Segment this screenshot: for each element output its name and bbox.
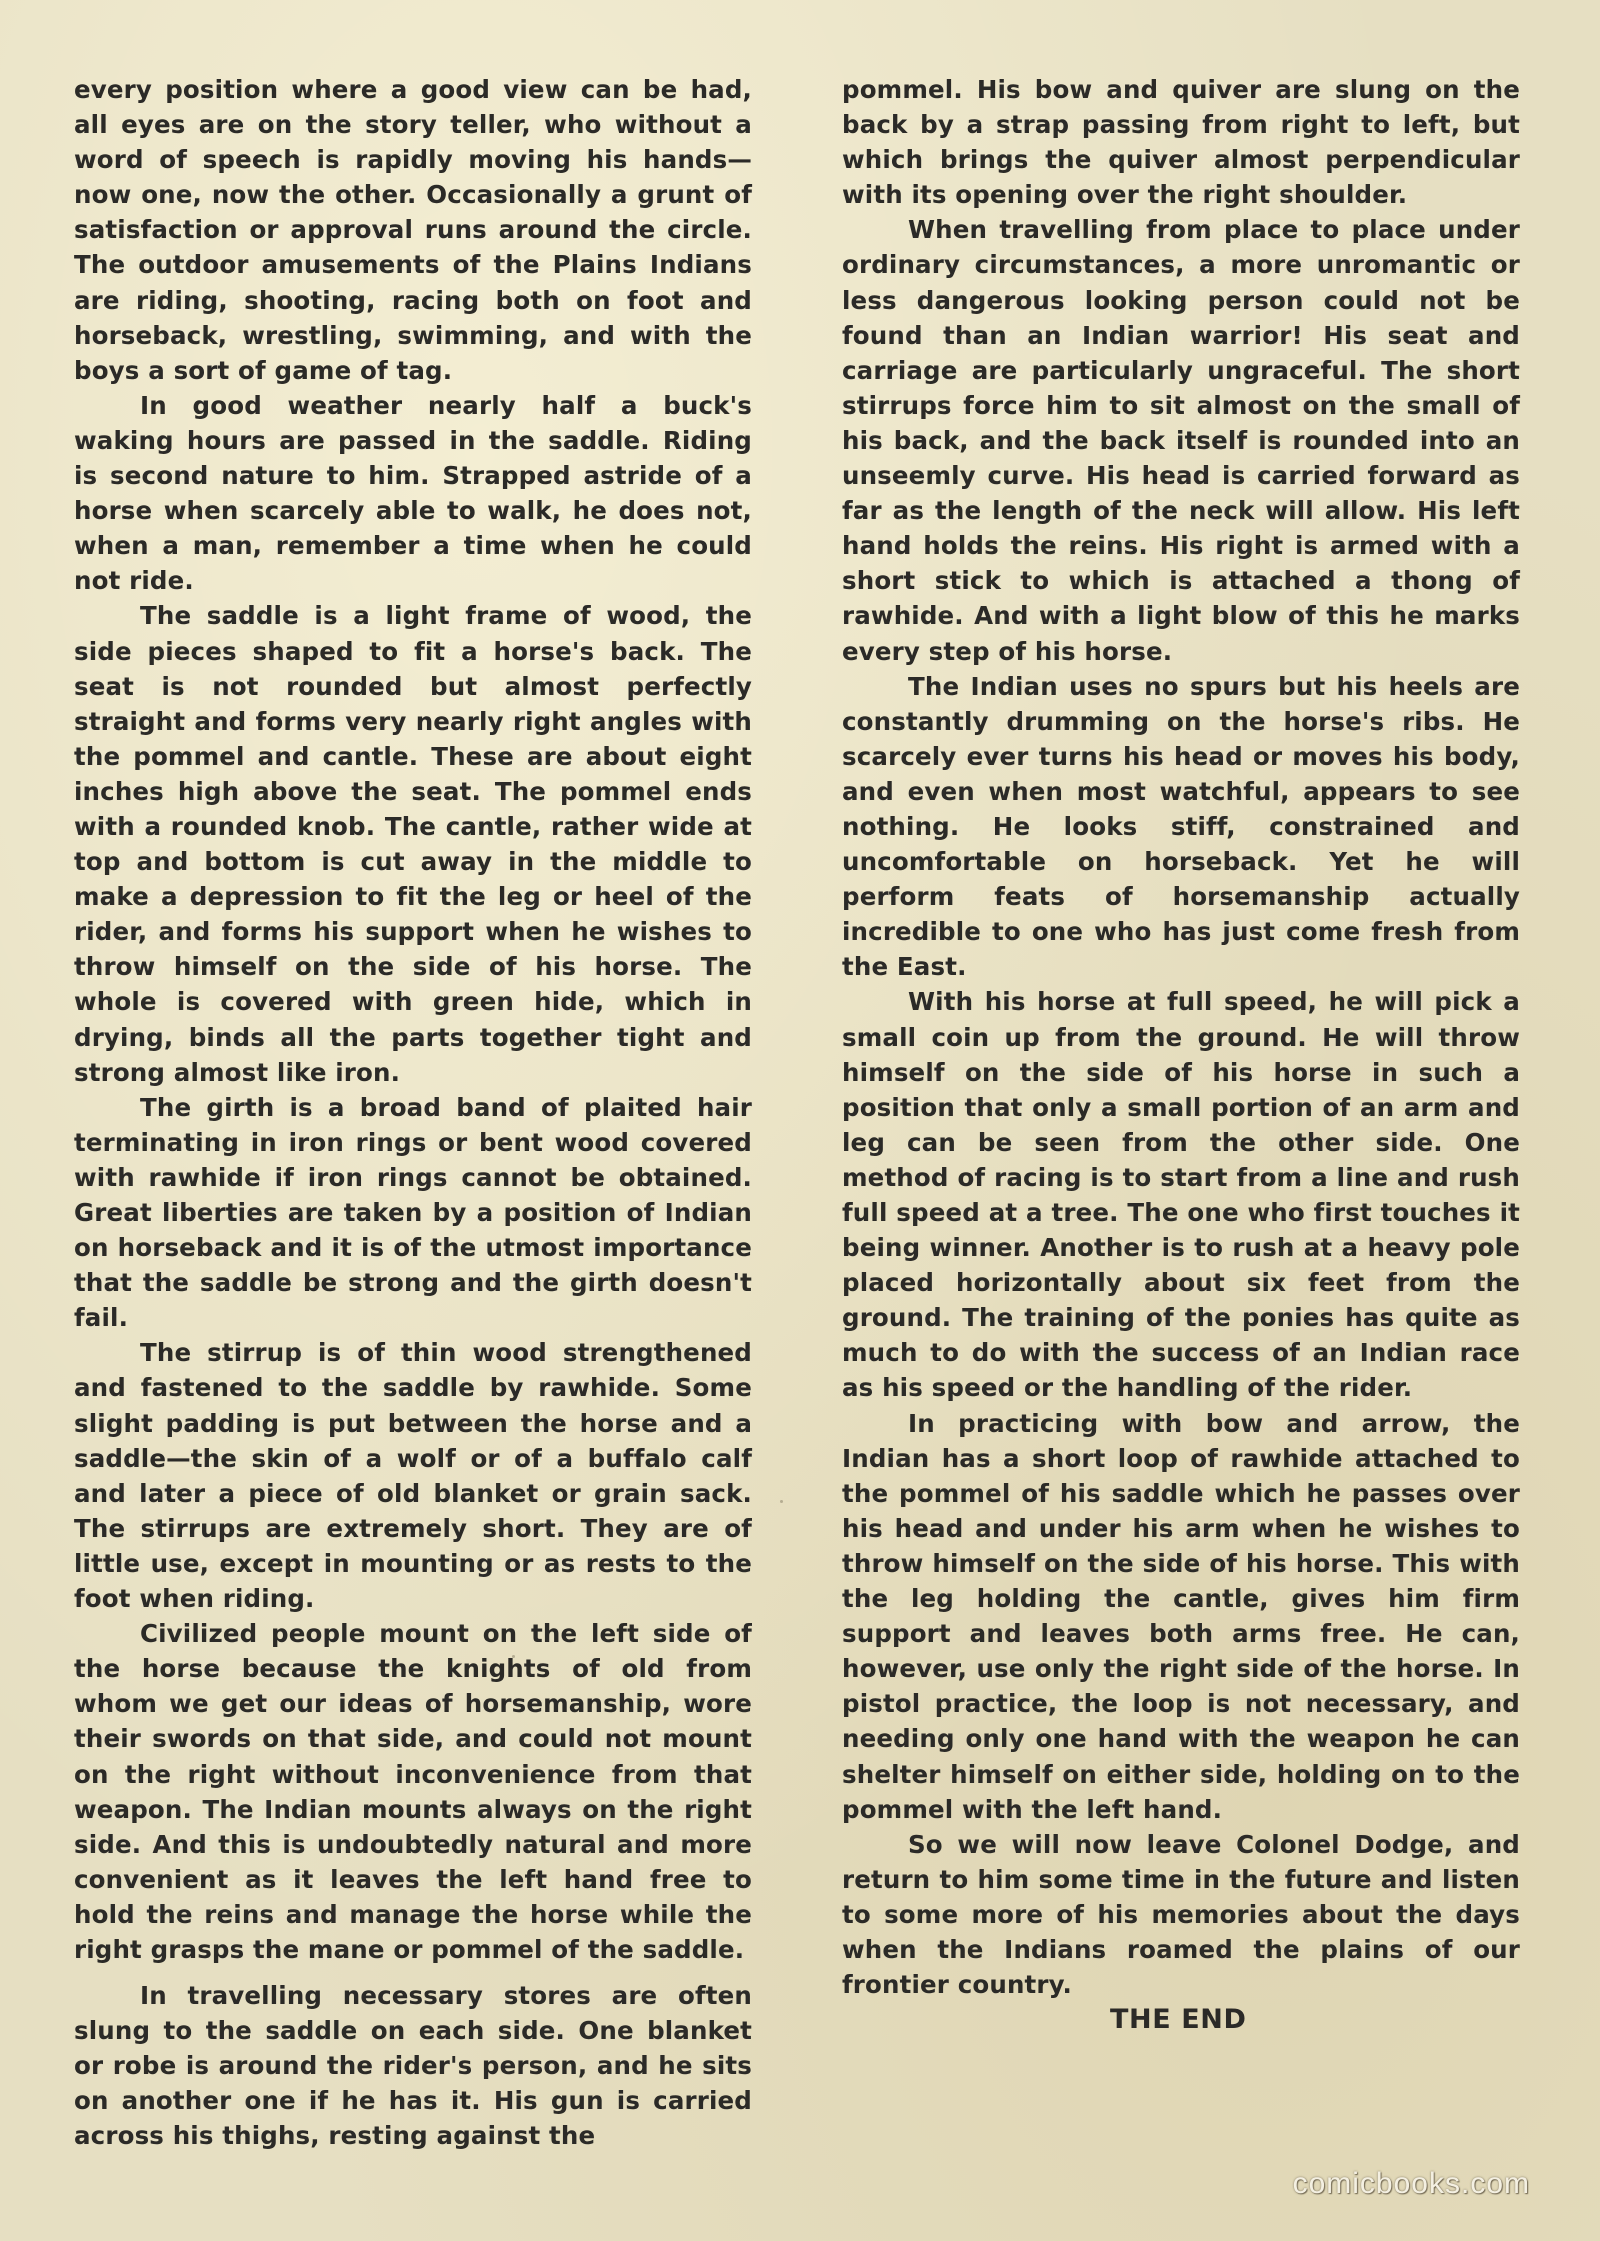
- paragraph: The girth is a broad band of plaited hair terminating in iron rings or bent wood covered with rawhide if iron rings cannot be obtained. Great liberties are taken by a position of Indian on horseback and it is of the utmost importance that the saddle be strong and the girth doesn't fail.: [74, 1092, 752, 1333]
- paragraph: In travelling necessary stores are often slung to the saddle on each side. One blanket or robe is around the rider's person, and he sits on another one if he has it. His gun is carried across his thighs, resting against the: [74, 1981, 752, 2151]
- print-speck: [512, 1655, 515, 1658]
- paragraph: In good weather nearly half a buck's waking hours are passed in the saddle. Riding is second nature to him. Strapped astride of a horse when scarcely able to walk, he does not, when a man, remember a time when he could not ride.: [74, 390, 752, 596]
- paragraph: The stirrup is of thin wood strengthened and fastened to the saddle by rawhide. Some slight padding is put between the horse and a saddle—the skin of a wolf or of a buffalo calf and later a piece of old blanket or grain sack. The stirrups are extremely short. They are of little use, except in mounting or as rests to the foot when riding.: [74, 1338, 752, 1614]
- paragraph: So we will now leave Colonel Dodge, and return to him some time in the future and listen to some more of his memories about the days when the Indians roamed the plains of our frontier country.: [842, 1829, 1520, 2000]
- watermark: comicbooks.com: [1292, 2167, 1530, 2200]
- paragraph: In practicing with bow and arrow, the Indian has a short loop of rawhide attached to the pommel of his saddle which he passes over his head and under his arm when he wishes to throw himself on the side of his horse. This with the leg holding the cantle, gives him firm support and leaves both arms free. He can, however, use only the right side of the horse. In pistol practice, the loop is not necessary, and needing only one hand with the weapon he can shelter himself on either side, holding on to the pommel with the left hand.: [842, 1408, 1520, 1824]
- right-column: [842, 72, 1520, 2038]
- paragraph: pommel. His bow and quiver are slung on the back by a strap passing from right to left, but which brings the quiver almost perpendicular with its opening over the right shoulder.: [842, 75, 1520, 210]
- the-end-label: THE END: [1110, 2004, 1247, 2036]
- paragraph: The Indian uses no spurs but his heels are constantly drumming on the horse's ribs. He scarcely ever turns his head or moves his body, and even when most watchful, appears to see nothing. He looks stiff, constrained and uncomfortable on horseback. Yet he will perform feats of horsemanship actually incredible to one who has just come fresh from the East.: [842, 671, 1520, 982]
- paragraph: When travelling from place to place under ordinary circumstances, a more unromantic or less dangerous looking person could not be found than an Indian warrior! His seat and carriage are particularly ungraceful. The short stirrups force him to sit almost on the small of his back, and the back itself is rounded into an unseemly curve. His head is carried forward as far as the length of the neck will allow. His left hand holds the reins. His right is armed with a short stick to which is attached a thong of rawhide. And with a light blow of this he marks every step of his horse.: [842, 215, 1520, 666]
- paragraph: With his horse at full speed, he will pick a small coin up from the ground. He will throw himself on the side of his horse in such a position that only a small portion of an arm and leg can be seen from the other side. One method of racing is to start from a line and rush full speed at a tree. The one who first touches it being winner. Another is to rush at a heavy pole placed horizontally about six feet from the ground. The training of the ponies has quite as much to do with the success of an Indian race as his speed or the handling of the rider.: [842, 987, 1520, 1403]
- paragraph: Civilized people mount on the left side of the horse because the knights of old from whom we get our ideas of horsemanship, wore their swords on that side, and could not mount on the right without inconvenience from that weapon. The Indian mounts always on the right side. And this is undoubtedly natural and more convenient as it leaves the left hand free to hold the reins and manage the horse while the right grasps the mane or pommel of the saddle.: [74, 1619, 752, 1964]
- left-column: [74, 72, 752, 2154]
- paragraph: The saddle is a light frame of wood, the side pieces shaped to fit a horse's back. The seat is not rounded but almost perfectly straight and forms very nearly right angles with the pommel and cantle. These are about eight inches high above the seat. The pommel ends with a rounded knob. The cantle, rather wide at top and bottom is cut away in the middle to make a depression to fit the leg or heel of the rider, and forms his support when he wishes to throw himself on the side of his horse. The whole is covered with green hide, which in drying, binds all the parts together tight and strong almost like iron.: [74, 601, 752, 1087]
- paragraph: every position where a good view can be had, all eyes are on the story teller, who without a word of speech is rapidly moving his hands—now one, now the other. Occasionally a grunt of satisfaction or approval runs around the circle. The outdoor amusements of the Plains Indians are riding, shooting, racing both on foot and horseback, wrestling, swimming, and with the boys a sort of game of tag.: [74, 75, 752, 385]
- print-speck: [1228, 1040, 1231, 1043]
- print-speck: [780, 1500, 783, 1503]
